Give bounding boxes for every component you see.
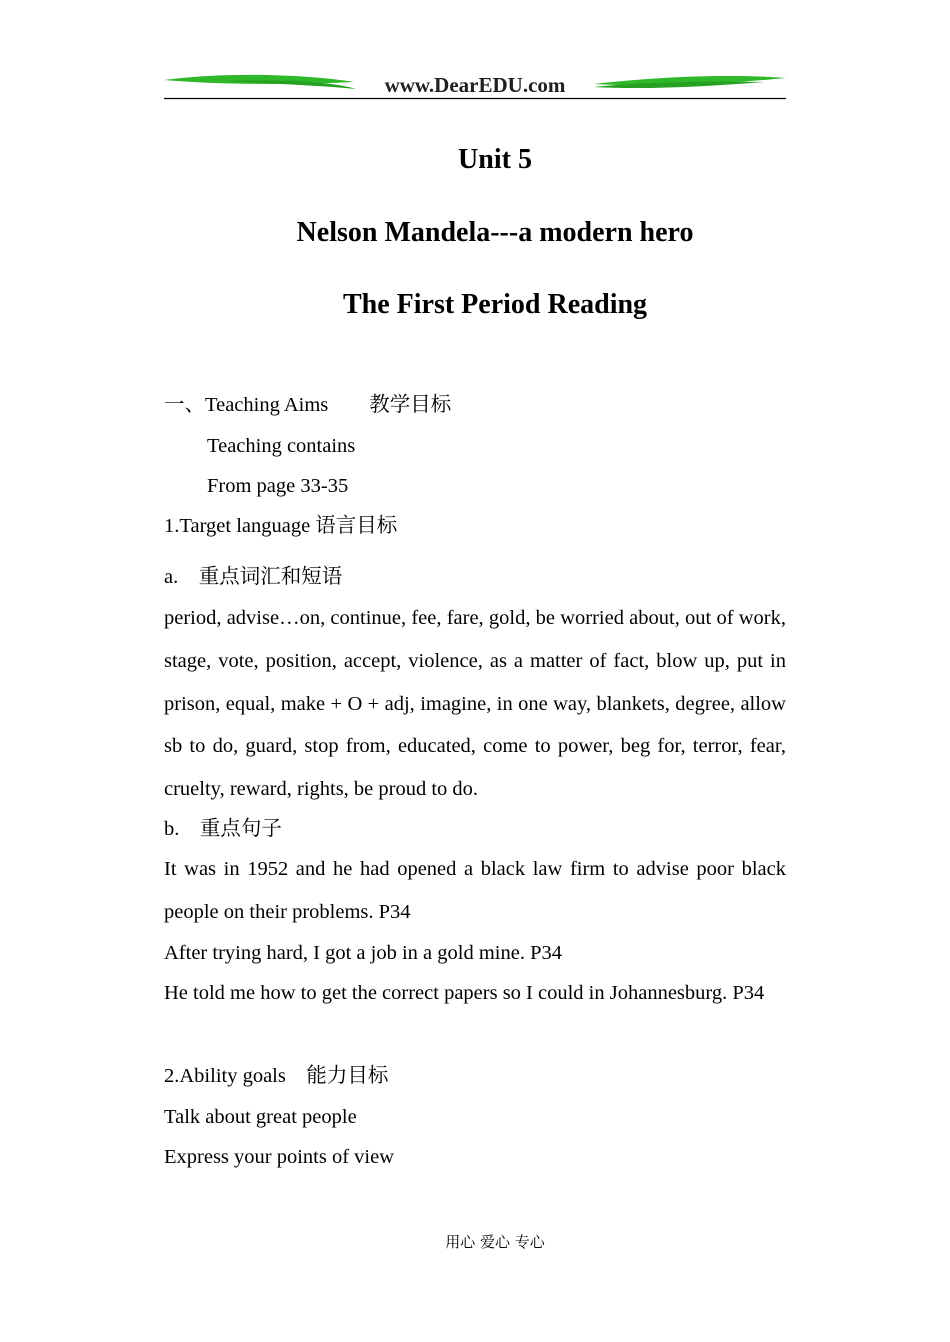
site-logo-banner xyxy=(164,70,786,102)
target-language-heading: 1.Target language 语言目标 xyxy=(164,515,398,537)
key-sentences-heading: b. 重点句子 xyxy=(164,818,282,840)
ability-goals-heading: 2.Ability goals 能力目标 xyxy=(164,1065,389,1087)
site-url-text: www.DearEDU.com xyxy=(384,73,566,97)
page-range: From page 33-35 xyxy=(207,475,349,497)
period-title: The First Period Reading xyxy=(342,289,648,320)
site-header-banner xyxy=(164,70,786,102)
ability-goal-2: Express your points of view xyxy=(164,1146,395,1168)
key-sentence-2: After trying hard, I got a job in a gold mine. P34 xyxy=(164,942,562,964)
ability-goal-1: Talk about great people xyxy=(164,1106,357,1128)
teaching-contains: Teaching contains xyxy=(207,435,356,457)
vocabulary-heading: a. 重点词汇和短语 xyxy=(164,566,343,588)
page-footer: 用心 爱心 专心 xyxy=(445,1233,545,1251)
key-sentence-1: It was in 1952 and he had opened a black law firm to advise poor black people on their problems. P34 xyxy=(164,858,786,923)
key-sentence-3: He told me how to get the correct papers so I could in Johannesburg. P34 xyxy=(164,982,765,1004)
vocabulary-list: period, advise…on, continue, fee, fare, gold, be worried about, out of work, stage, vote, position, accept, violence, as a matter of fact, blow up, put in prison, equal, make + O + adj, imagine, in one way, blankets, degree, allow sb to do, guard, stop from, educated, come to power, beg for, terror, fear, cruelty, reward, rights, be proud to do. xyxy=(164,607,786,801)
teaching-aims-heading: 一、Teaching Aims 教学目标 xyxy=(164,394,452,416)
unit-title: Unit 5 xyxy=(458,144,532,175)
lesson-title: Nelson Mandela---a modern hero xyxy=(296,217,694,248)
